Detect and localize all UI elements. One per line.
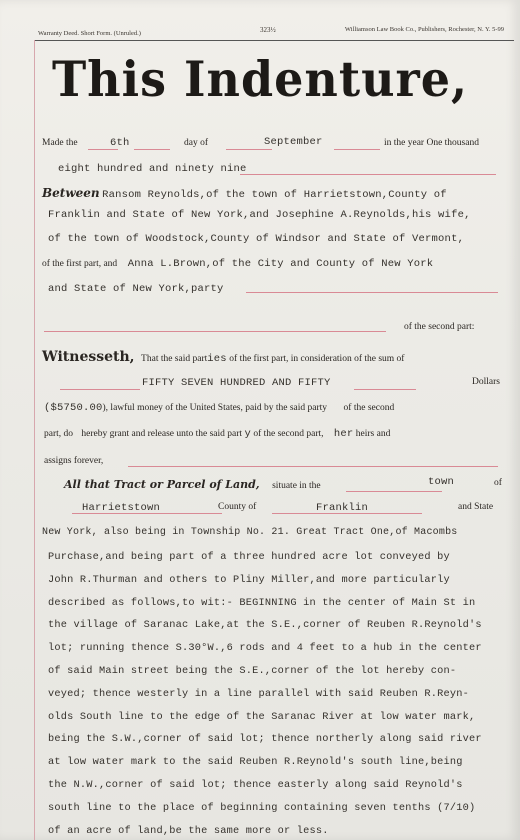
description-line: olds South line to the edge of the Saranac River at low water mark, (48, 710, 476, 723)
second-part-label: of the second part: (404, 322, 475, 332)
party-text-1: Ransom Reynolds,of the town of Harrietstown,County of (102, 189, 447, 201)
grant-line: part, do hereby grant and release unto the said part y of the second part, her heirs and (44, 428, 391, 440)
description-line: of an acre of land,be the same more or less. (48, 824, 329, 837)
witnesseth-line: Witnesseth, That the said parties of the first part, in consideration of the sum of (42, 349, 405, 365)
tract-label: All that Tract or Parcel of Land, (64, 478, 260, 491)
description-line: Purchase,and being part of a three hundred acre lot conveyed by (48, 551, 450, 563)
publisher-line: Williamson Law Book Co., Publishers, Rochester, N. Y. 5-99 (344, 26, 504, 33)
party-text-2: Franklin and State of New York,and Josephine A.Reynolds,his wife, (48, 209, 471, 221)
year-rest: eight hundred and ninety nine (58, 163, 247, 175)
description-line: the N.W.,corner of said lot; thence easterly along said Reynold's (48, 779, 463, 791)
description-line: being the S.W.,corner of said lot; thence northerly along said river (48, 733, 482, 746)
description-line: described as follows,to wit:- BEGINNING in the center of Main St in (48, 596, 476, 609)
description-line: south line to the place of beginning containing seven tenths (7/10) (48, 801, 476, 814)
amount-num-line: ($5750.00), lawful money of the United States, paid by the said party of the second (44, 402, 395, 414)
town-name: Harrietstown (82, 502, 161, 514)
form-number: 323½ (260, 26, 276, 34)
form-name: Warranty Deed. Short Form. (Unruled.) (38, 30, 141, 37)
party-text-4: Anna L.Brown,of the City and County of New York (127, 258, 434, 270)
amount-number: ($5750.00 (44, 402, 103, 414)
her-value: her (333, 428, 354, 440)
parties-line-4 (42, 258, 508, 270)
year-prefix: in the year One thousand (384, 138, 479, 148)
month-value: September (264, 136, 323, 148)
description-line: veyed; thence westerly in a line parallel with said Reuben R.Reyn- (48, 687, 470, 700)
description-line: John R.Thurman and others to Pliny Miller,and more particularly (48, 573, 450, 586)
description-first: New York, also being in Township No. 21. Great Tract One,of Macombs (42, 527, 458, 538)
county-name: Franklin (316, 502, 369, 514)
first-part-label: of the first part, and (42, 259, 118, 269)
deed-title: This Indenture, (51, 50, 469, 108)
party-text-3: of the town of Woodstock,County of Windsor and State of Vermont, (48, 233, 465, 245)
between-label: Between (42, 186, 100, 200)
description-line: lot; running thence S.30°W.,6 rods and 4 feet to a hub in the center (48, 642, 482, 655)
description-line: the village of Saranac Lake,at the S.E.,corner of Reuben R.Reynold's (48, 619, 482, 632)
assigns-line: assigns forever, (44, 456, 104, 466)
dollars-label: Dollars (472, 377, 500, 387)
witnesseth-label: Witnesseth, (42, 349, 135, 365)
amount-words: FIFTY SEVEN HUNDRED AND FIFTY (142, 377, 331, 389)
day-value: 6th (110, 137, 130, 149)
description-line: at low water mark to the said Reuben R.Reynold's south line,being (48, 756, 463, 769)
margin-line (34, 40, 35, 840)
town-value: town (428, 476, 455, 488)
deed-page: Warranty Deed. Short Form. (Unruled.) 323½ Williamson Law Book Co., Publishers, Rochester, N. Y. 5-99 This Indenture, Made the 6th day of September in the year One thousand eight hundred and ninety nine Between Ransom Reynolds,of the town of Harrietstown,County of Franklin and State of New York,and Josephine A.Reynolds,his wife, of the town of Woodstock,County of Windsor and State of Vermont, of the first part, and Anna L.Brown,of the City and County of New York and State of New York,party of the second part: Witnesseth, That the said parties of the first part, in consideration of the sum of FIFTY SEVEN HUNDRED AND FIFTY Dollars ($5750.00), lawful money of the United States, paid by the said party of the second part, do hereby grant and release unto the said part y of the second part, her heirs and assigns forever, All that Tract or Parcel of Land, situate in the town of Harrietstown County of Franklin and State New York, also being in Township No. 21. Great Tract One,of Macombs Purchase,and being part of a three hundred acre lot conveyed by John R.Thurman and others to Pliny Miller,and more particularly described as follows,to wit:- BEGINNING in the center of Main St in the village of Saranac Lake,at the S.E.,corner of Reuben R.Reynold's lot; running thence S.30°W.,6 rods and 4 feet to a hub in the center of said Main street being the S.E.,corner of the lot hereby con- veyed; thence westerly in a line parallel with said Reuben R.Reyn- olds South line to the edge of the Saranac River at low water mark, being the S.W.,corner of said lot; thence northerly along said river at low water mark to the said Reuben R.Reynold's south line,being the N.W.,corner of said lot; thence easterly along said Reynold's south line to the place of beginning containing seven tenths (7/10) of an acre of land,be the same more or less. (0, 0, 520, 840)
day-of-label: day of (184, 138, 209, 148)
parties-line-1 (42, 186, 508, 201)
tract-line: All that Tract or Parcel of Land, situate in the town of (64, 476, 502, 491)
party-text-5: and State of New York,party (48, 283, 224, 295)
header-rule (34, 40, 514, 41)
made-prefix: Made the (42, 138, 78, 148)
description-line: of said Main street being the S.E.,corner of the lot hereby con- (48, 665, 457, 677)
